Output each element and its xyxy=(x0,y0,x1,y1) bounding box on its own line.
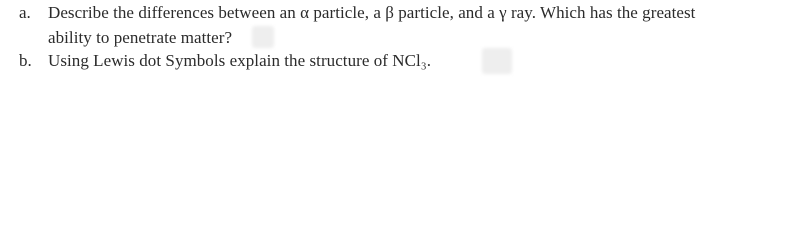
document-page xyxy=(0,0,786,113)
question-a-marker: a. xyxy=(19,3,31,22)
redaction-blur xyxy=(482,48,512,74)
question-a-line-2: ability to penetrate matter? xyxy=(48,28,233,47)
redaction-blur xyxy=(252,26,274,48)
question-b-line-1: Using Lewis dot Symbols explain the structure of NCl₃. xyxy=(48,51,432,70)
question-b-marker: b. xyxy=(19,51,32,70)
question-a-line-1: Describe the differences between an α particle, a β particle, and a γ ray. Which has the greatest xyxy=(48,3,696,22)
